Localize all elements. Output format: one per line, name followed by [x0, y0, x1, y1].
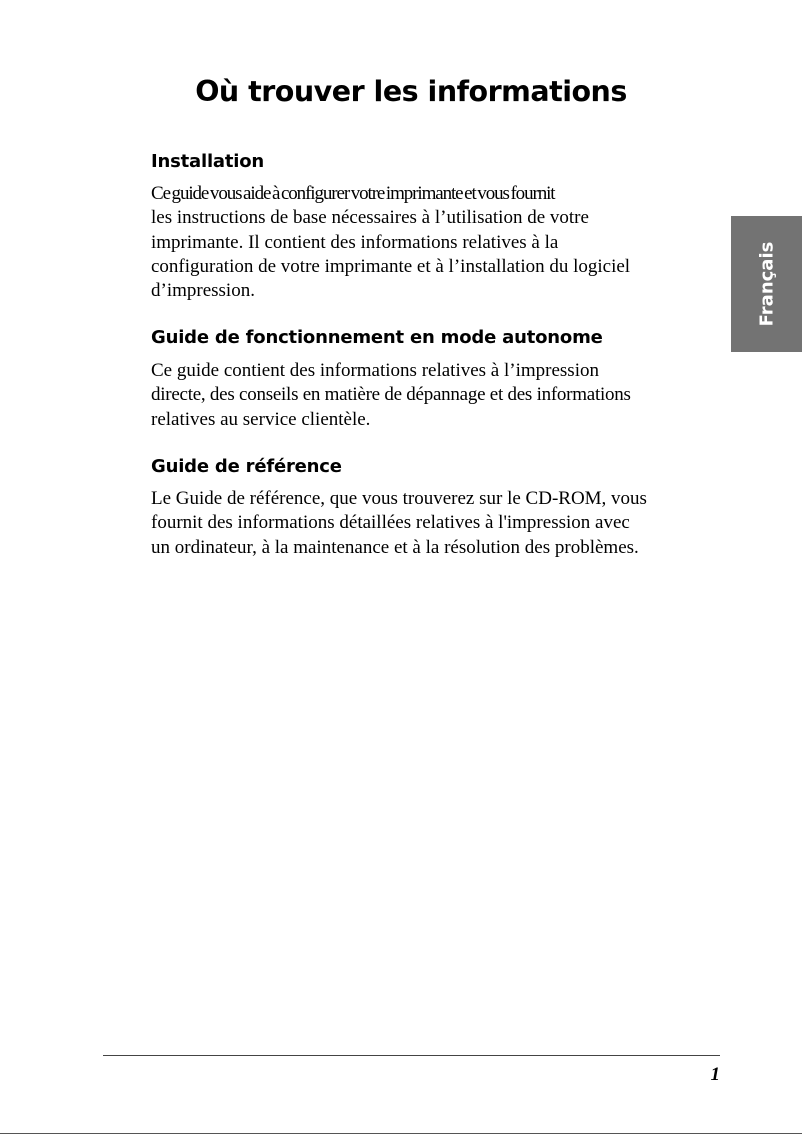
- body-line: directe, des conseils en matière de dépannage et des informations: [151, 384, 631, 406]
- section-heading-reference-guide: Guide de référence: [151, 456, 342, 477]
- section-heading-installation: Installation: [151, 151, 265, 172]
- body-line: les instructions de base nécessaires à l’utilisation de votre: [151, 207, 589, 229]
- body-line: Ce guide contient des informations relatives à l’impression: [151, 360, 599, 381]
- page-edge-rule: [0, 1133, 802, 1134]
- section-heading-standalone-guide: Guide de fonctionnement en mode autonome: [151, 327, 603, 348]
- section-body-installation: [151, 182, 731, 303]
- page-number: 1: [710, 1064, 720, 1085]
- body-line: un ordinateur, à la maintenance et à la résolution des problèmes.: [151, 536, 639, 558]
- body-line: Ce guide vous aide à configurer votre imprimante et vous fournit: [151, 183, 555, 204]
- language-tab: [731, 216, 802, 352]
- section-body-standalone-guide: [151, 359, 731, 432]
- footer-rule: [103, 1055, 720, 1056]
- body-line: Le Guide de référence, que vous trouverez sur le CD-ROM, vous: [151, 488, 647, 509]
- section-body-reference-guide: [151, 487, 731, 560]
- body-line: relatives au service clientèle.: [151, 408, 371, 430]
- body-line: imprimante. Il contient des informations relatives à la: [151, 231, 559, 253]
- language-tab-label: Français: [756, 241, 777, 327]
- body-line: d’impression.: [151, 280, 255, 302]
- body-line: configuration de votre imprimante et à l’installation du logiciel: [151, 255, 631, 277]
- body-line: fournit des informations détaillées relatives à l'impression avec: [151, 512, 630, 534]
- page-title: Où trouver les informations: [195, 75, 627, 108]
